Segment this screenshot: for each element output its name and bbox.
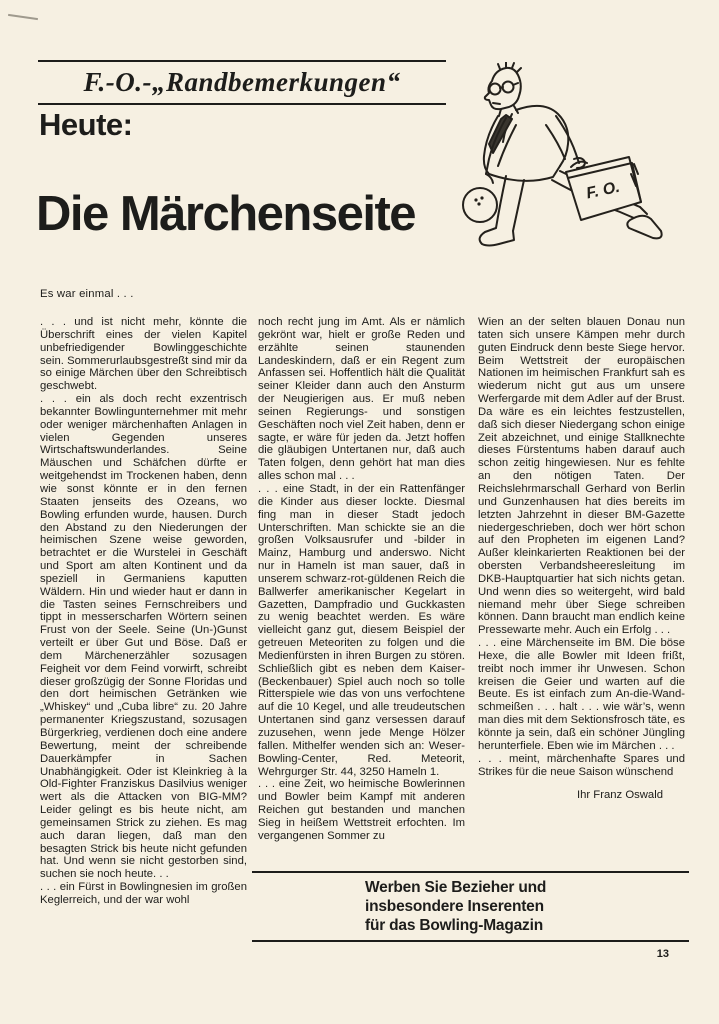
paragraph: . . . meint, märchenhafte Spares und Strikes für die neue Saison wünschend bbox=[478, 752, 685, 778]
page-number: 13 bbox=[656, 948, 669, 960]
paragraph: . . . ein als doch recht exzentrisch bekannter Bowlingunternehmer mit mehr oder weniger märchenhaften Anlagen in vielen Gegenden unseres Wirtschaftswunderlandes. Seine Mäuschen und Schäfchen dürfte er weitgehendst im Trockenen haben, denn wie sonst könnte er in den fernen Staaten jenseits des Ozeans, wo Bowling erfunden wurde, hausen. Durch den Abstand zu den Niederungen der heimischen Szene weise geworden, betrachtet er die Wurstelei in Geschäft und Sport am alten Kontinent und da speziell in Germaniens kaputten Wäldern. Hin und wieder haut er dann in die Tasten seines Fernschreibers und tippt in messerscharfen Wörtern seinen Frust von der Seele. Seine (Un-)Gunst verteilt er über Gut und Böse. Daß er dem Märchenerzähler sozusagen Feigheit vor dem Feind vorwirft, schreibt dieser großzügig der Sonne Floridas und den dort heimischen Getränken wie „Whiskey“ und „Cuba libre“ zu. 20 Jahre permanenter Kriegszustand, sozusagen Bürgerkrieg, verdienen doch eine andere Bewertung, meint der schreibende Dauerkämpfer in Sachen Unabhängigkeit. Oder ist Kleinkrieg à la Old-Fighter Franziskus Dasilvius weniger wert als die Attacken von BIG-MM? Leider gelingt es bis heute nicht, am gemeinsamen Strick zu ziehen. Es mag auch daran liegen, daß man den besagten Strick bis heute nicht gefunden hat. Und wenn sie nicht gestorben sind, suchen sie noch heute. . . bbox=[40, 393, 247, 881]
paragraph: . . . und ist nicht mehr, könnte die Überschrift eines der vielen Kapitel unbefriedigender Bowlinggeschichte sein. Sommerurlaubsgestreßt sind mir da so einige Märchen über den Schreibtisch geschwebt. bbox=[40, 316, 247, 393]
headline-kicker: Heute: bbox=[39, 107, 133, 142]
paragraph: . . . eine Zeit, wo heimische Bowlerinnen und Bowler beim Kampf mit anderen Reichen gut bestanden und manchen Sieg in heißem Wettstreit erfochten. Im vergangenen Sommer zu bbox=[258, 778, 465, 842]
print-artifact-mark bbox=[8, 14, 38, 20]
paragraph: . . . eine Märchenseite im BM. Die böse Hexe, die alle Bowler mit Ideen frißt, treibt noch immer ihr Unwesen. Schon kreisen die Geier und warten auf die Beute. Es ist einfach zum An-die-Wand-schmeißen . . . halt . . . wie wär’s, wenn man dies mit dem Sektionsfrosch täte, es könnte ja sein, daß ein schöner Jüngling herunterfiele. Eben wie im Märchen . . . bbox=[478, 637, 685, 752]
paragraph: Wien an der selten blauen Donau nun taten sich unsere Kämpen mehr durch guten Eindruck denn beste Siege hervor. Beim Wettstreit der europäischen Nationen im heimischen Frankfurt sah es wiederum nicht gut aus um unsere Werfergarde mit dem Adler auf der Brust. Da wäre es ein leichtes festzustellen, daß sich dieser Niedergang schon einige Zeit abzeichnet, und einige Stallknechte dieses Fürstentums haben darauf auch schon zeitig hingewiesen. Nur es fehlte an den nötigen Taten. Der Reichslehrmarschall Gerhard von Berlin und Gunzenhausen hat dies bereits im letzten Jahrzehnt in dieser BM-Gazette niedergeschrieben, doch wer hört schon auf den Propheten im eigenen Land? Außer kleinkarierten Reaktionen bei der obersten Verbandsheeresleitung im DKB-Hauptquartier hat sich nichts getan. Und wenn dies so weitergeht, wird bald niemand mehr über Siege schreiben können. Dann braucht man endlich keine Pressewarte mehr. Auch ein Erfolg . . . bbox=[478, 316, 685, 637]
advert-line: Werben Sie Bezieher und bbox=[365, 879, 547, 896]
paragraph: . . . ein Fürst in Bowlingnesien im großen Keglerreich, und der war wohl bbox=[40, 881, 247, 906]
paragraph: . . . eine Stadt, in der ein Rattenfänger die Kinder aus dieser lockte. Diesmal fing man in dieser Stadt jedoch Unterschriften. Man schickte sie an die großen Volksausrufer und -bilder in Mainz, Hamburg und anderswo. Nicht nur in Hameln ist man sauer, daß in unserem schwarz-rot-güldenen Reich die Ballwerfer amerikanischer Kegelart in Gazetten, Dampfradio und Guckkasten zu wenig beachtet werden. Es wäre vielleicht ganz gut, diesem Beispiel der getreuen Meteoriten zu folgen und die Medienfürsten in ihren Burgen zu stören. Schließlich gibt es neben dem Kaiser-(Beckenbauer) Spiel auch noch so tolle Ritterspiele wie das von uns verfochtene auf die 10 Kegel, und alle treudeutschen Untertanen sind ganz versessen darauf zuzusehen, wenn jede Menge Hölzer fallen. Mithelfer wenden sich an: Weser-Bowling-Center, Red. Meteorit, Wehrgurger Str. 44, 3250 Hameln 1. bbox=[258, 482, 465, 778]
article-column-1 bbox=[40, 316, 247, 907]
article-intro: Es war einmal . . . bbox=[40, 288, 134, 300]
article-columns bbox=[40, 316, 685, 907]
page-title: Die Märchenseite bbox=[36, 187, 416, 241]
advert-box bbox=[252, 871, 689, 942]
advert-line: für das Bowling-Magazin bbox=[365, 917, 543, 934]
masthead-title: F.-O.-„Randbemerkungen“ bbox=[83, 67, 401, 97]
advert-line: insbesondere Inserenten bbox=[365, 898, 544, 915]
head bbox=[485, 62, 521, 109]
article-column-3 bbox=[478, 316, 685, 802]
article-column-2 bbox=[258, 316, 465, 843]
paragraph: noch recht jung im Amt. Als er nämlich gekrönt war, hielt er große Reden und erzählte seinen staunenden Landeskindern, daß er ein Regent zum Anfassen sei. Hoffentlich hält die Qualität seiner Kleider dann auch den Ansturm der Neugierigen aus. Er muß neben seinen Regierungs- und sonstigen Geschäften noch viel Zeit haben, denn er sagte, er wäre für jeden da. Jetzt hoffen die gläubigen Untertanen nur, daß auch Taten folgen, denn gehört hat man dies alles schon mal . . . bbox=[258, 316, 465, 483]
author-signature: Ihr Franz Oswald bbox=[576, 789, 663, 802]
bowling-ball-icon bbox=[463, 188, 497, 222]
briefcase-label: F. O. bbox=[584, 178, 622, 203]
masthead bbox=[38, 60, 446, 105]
running-bowler-cartoon bbox=[448, 62, 700, 264]
